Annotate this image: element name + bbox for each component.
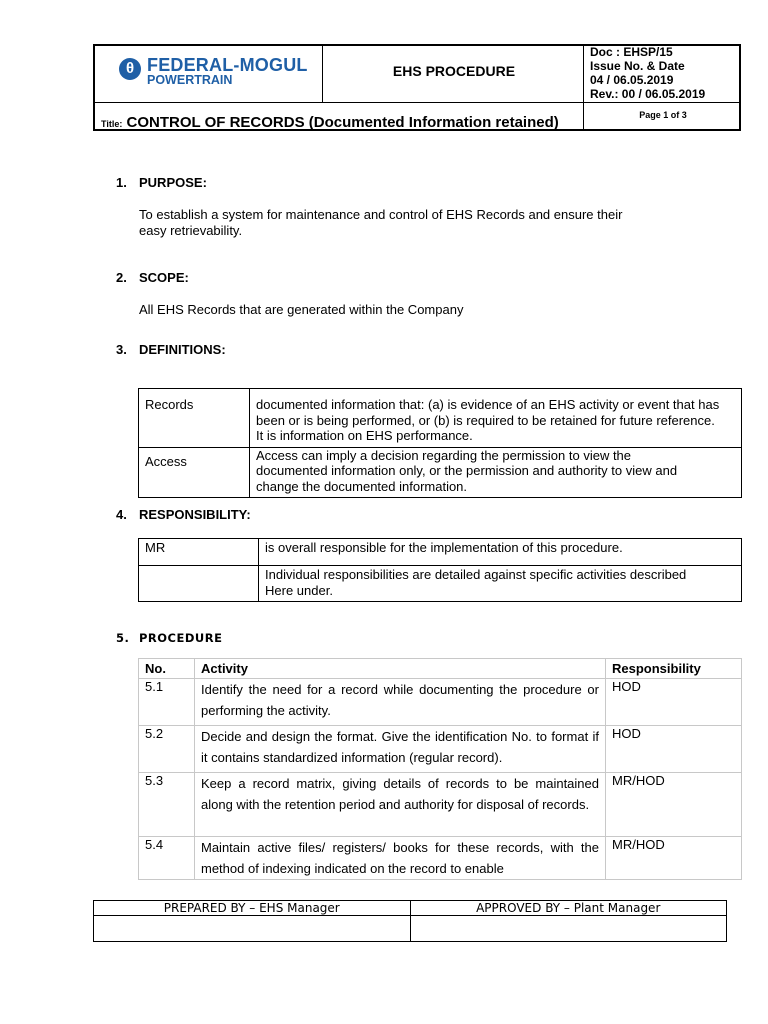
approved-by-label: APPROVED BY – Plant Manager	[410, 901, 727, 916]
table-header-row	[139, 659, 742, 679]
step-responsibility: MR/HOD	[606, 773, 742, 837]
section-number: 2.	[116, 270, 127, 285]
definition-term: Records	[139, 389, 250, 448]
section-title: PROCEDURE	[139, 631, 223, 645]
definition-text	[250, 447, 742, 498]
definition-line: It is information on EHS performance.	[256, 428, 473, 443]
table-row	[139, 773, 742, 837]
step-number: 5.2	[139, 726, 195, 773]
responsibility-line: Here under.	[265, 582, 333, 598]
revision: Rev.: 00 / 06.05.2019	[590, 87, 706, 101]
definitions-heading	[116, 342, 226, 357]
logo-main-text: FEDERAL-MOGUL	[147, 55, 308, 75]
purpose-heading	[116, 175, 207, 190]
section-title: PURPOSE:	[139, 175, 207, 190]
responsibility-text	[259, 539, 742, 566]
purpose-line: To establish a system for maintenance and control of EHS Records and ensure their	[139, 207, 623, 222]
prepared-signature-cell	[94, 916, 411, 942]
table-row	[139, 447, 742, 498]
step-responsibility: HOD	[606, 726, 742, 773]
procedure-title: EHS PROCEDURE	[392, 63, 516, 79]
responsibility-table	[138, 538, 742, 602]
definition-line: documented information that: (a) is evidence of an EHS activity or event that has	[256, 397, 720, 412]
title-label: Title:	[101, 119, 123, 129]
definition-line: been or is being performed, or (b) is required to be retained for future reference.	[256, 412, 715, 428]
responsibility-role	[139, 566, 259, 602]
definition-term: Access	[139, 447, 250, 498]
page-number: Page 1 of 3	[639, 110, 687, 120]
approval-label-row	[94, 901, 727, 916]
issue-label: Issue No. & Date	[590, 59, 685, 73]
responsibility-text	[259, 566, 742, 602]
column-header: Responsibility	[606, 659, 742, 679]
doc-info	[590, 45, 705, 101]
responsibility-line: Individual responsibilities are detailed against specific activities described	[265, 567, 687, 582]
table-row	[139, 679, 742, 726]
header-divider	[95, 102, 739, 103]
section-title: SCOPE:	[139, 270, 189, 285]
section-title: RESPONSIBILITY:	[139, 507, 251, 522]
column-header: No.	[139, 659, 195, 679]
issue-value: 04 / 06.05.2019	[590, 73, 674, 87]
definition-line: documented information only, or the permission and authority to view and	[256, 463, 678, 478]
section-number: 1.	[116, 175, 127, 190]
approval-table	[93, 900, 727, 942]
table-row	[139, 726, 742, 773]
step-activity: Decide and design the format. Give the identification No. to format if it contains standardized information (regular record).	[195, 726, 606, 773]
purpose-line: easy retrievability.	[139, 223, 243, 238]
scope-heading	[116, 270, 189, 285]
definition-line: change the documented information.	[256, 478, 468, 494]
prepared-by-label: PREPARED BY – EHS Manager	[94, 901, 411, 916]
signature-row	[94, 916, 727, 942]
document-header	[93, 44, 741, 131]
definitions-table	[138, 388, 742, 498]
step-number: 5.4	[139, 837, 195, 880]
section-number: 3.	[116, 342, 127, 357]
doc-number: Doc : EHSP/15	[590, 45, 673, 59]
step-activity: Maintain active files/ registers/ books for these records, with the method of indexing indicated on the record to enable	[195, 837, 606, 880]
definition-line: Access can imply a decision regarding the permission to view the	[256, 447, 632, 463]
procedure-heading	[116, 631, 222, 645]
purpose-text	[139, 207, 622, 239]
title-text: CONTROL OF RECORDS (Documented Information retained)	[126, 114, 559, 131]
document-title	[101, 114, 559, 131]
step-number: 5.3	[139, 773, 195, 837]
table-row	[139, 566, 742, 602]
step-number: 5.1	[139, 679, 195, 726]
scope-text: All EHS Records that are generated within the Company	[139, 302, 464, 317]
section-title: DEFINITIONS:	[139, 342, 226, 357]
section-number: 4.	[116, 507, 127, 522]
responsibility-heading	[116, 507, 251, 522]
procedure-table	[138, 658, 742, 880]
step-activity: Identify the need for a record while documenting the procedure or performing the activity.	[195, 679, 606, 726]
definition-text	[250, 389, 742, 448]
table-row	[139, 389, 742, 448]
responsibility-role: MR	[139, 539, 259, 566]
column-header: Activity	[195, 659, 606, 679]
table-row	[139, 837, 742, 880]
logo-sub-text: POWERTRAIN	[147, 73, 233, 87]
federal-mogul-logo-icon: θ	[119, 58, 141, 80]
step-activity: Keep a record matrix, giving details of records to be maintained along with the retention period and authority for disposal of records.	[195, 773, 606, 837]
table-row	[139, 539, 742, 566]
responsibility-line: is overall responsible for the implementation of this procedure.	[265, 540, 623, 555]
section-number: 5.	[116, 631, 130, 645]
approved-signature-cell	[410, 916, 727, 942]
step-responsibility: MR/HOD	[606, 837, 742, 880]
step-responsibility: HOD	[606, 679, 742, 726]
